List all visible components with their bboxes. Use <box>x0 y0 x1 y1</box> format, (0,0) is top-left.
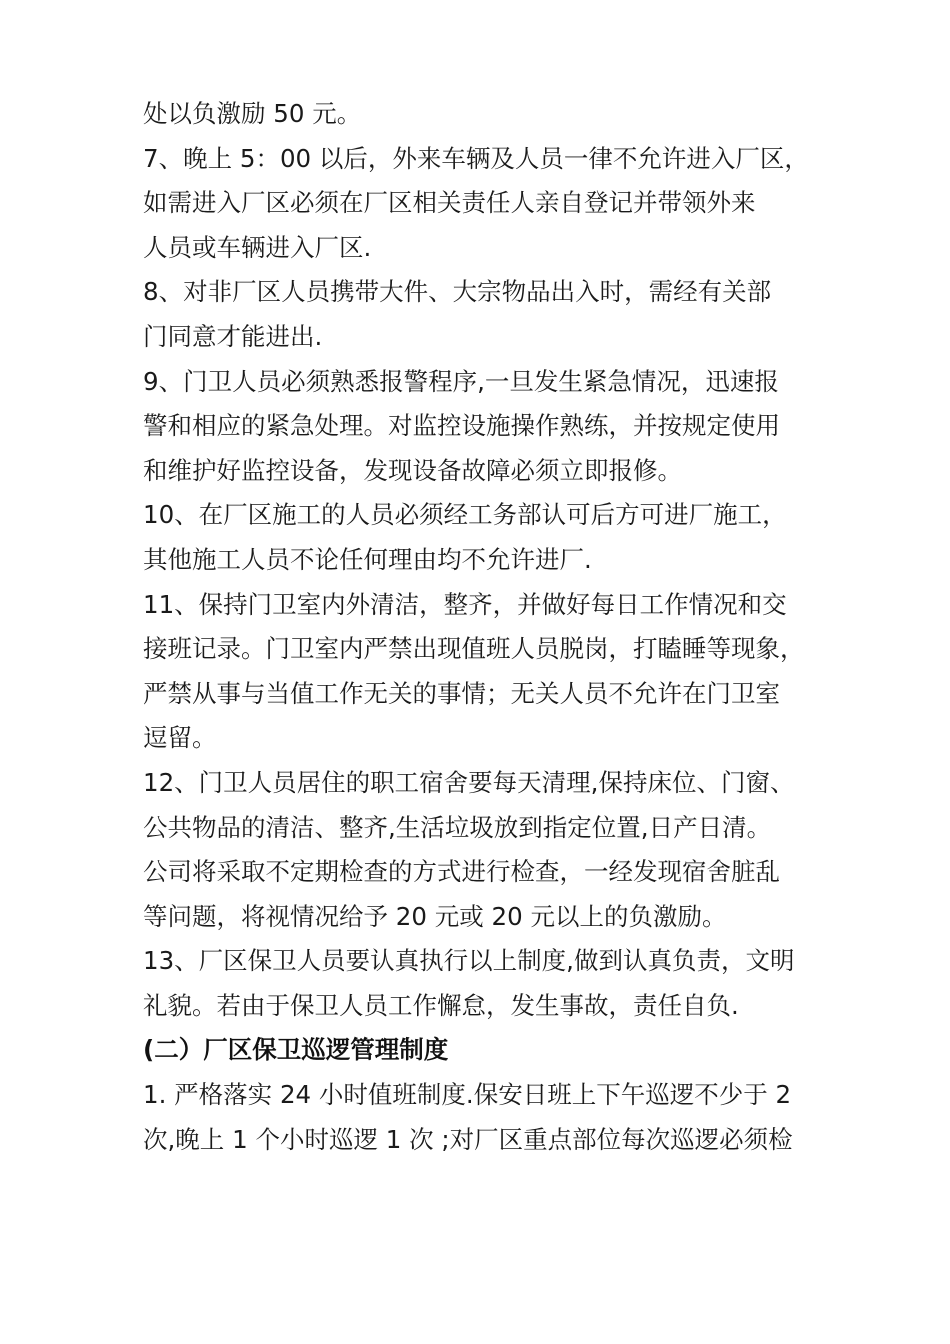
text-line: 门同意才能进出. <box>143 321 323 351</box>
text-line: 严禁从事与当值工作无关的事情；无关人员不允许在门卫室 <box>143 678 780 708</box>
text-line: 7、晚上 5：00 以后，外来车辆及人员一律不允许进入厂区， <box>143 143 809 173</box>
text-line: 人员或车辆进入厂区. <box>143 232 372 262</box>
text-line: 公司将采取不定期检查的方式进行检查，一经发现宿舍脏乱 <box>143 857 780 887</box>
text-line: 接班记录。门卫室内严禁出现值班人员脱岗，打瞌睡等现象， <box>143 634 805 664</box>
text-line: 11、保持门卫室内外清洁，整齐，并做好每日工作情况和交 <box>143 589 787 619</box>
text-line: 13、厂区保卫人员要认真执行以上制度,做到认真负责，文明 <box>143 946 795 976</box>
text-line: 其他施工人员不论任何理由均不允许进厂. <box>143 544 592 574</box>
text-line: 如需进入厂区必须在厂区相关责任人亲自登记并带领外来 <box>143 188 756 218</box>
text-line: 警和相应的紧急处理。对监控设施操作熟练，并按规定使用 <box>143 411 780 441</box>
text-line: 公共物品的清洁、整齐,生活垃圾放到指定位置,日产日清。 <box>143 812 772 842</box>
text-line: 8、对非厂区人员携带大件、大宗物品出入时，需经有关部 <box>143 277 772 307</box>
section-heading: (二）厂区保卫巡逻管理制度 <box>143 1035 449 1065</box>
text-line: 处以负激励 50 元。 <box>143 99 362 128</box>
document-body <box>143 92 815 1162</box>
text-line: 9、门卫人员必须熟悉报警程序,一旦发生紧急情况，迅速报 <box>143 366 779 396</box>
text-line: 12、门卫人员居住的职工宿舍要每天清理,保持床位、门窗、 <box>143 767 795 797</box>
text-line: 和维护好监控设备，发现设备故障必须立即报修。 <box>143 455 682 485</box>
text-line: 等问题，将视情况给予 20 元或 20 元以上的负激励。 <box>143 901 727 931</box>
text-line: 礼貌。若由于保卫人员工作懈怠，发生事故，责任自负. <box>143 990 739 1020</box>
text-line: 次,晚上 1 个小时巡逻 1 次 ;对厂区重点部位每次巡逻必须检 <box>143 1124 793 1154</box>
text-line: 10、在厂区施工的人员必须经工务部认可后方可进厂施工， <box>143 500 787 530</box>
text-line: 逗留。 <box>143 723 217 753</box>
text-line: 1. 严格落实 24 小时值班制度.保安日班上下午巡逻不少于 2 <box>143 1080 792 1110</box>
